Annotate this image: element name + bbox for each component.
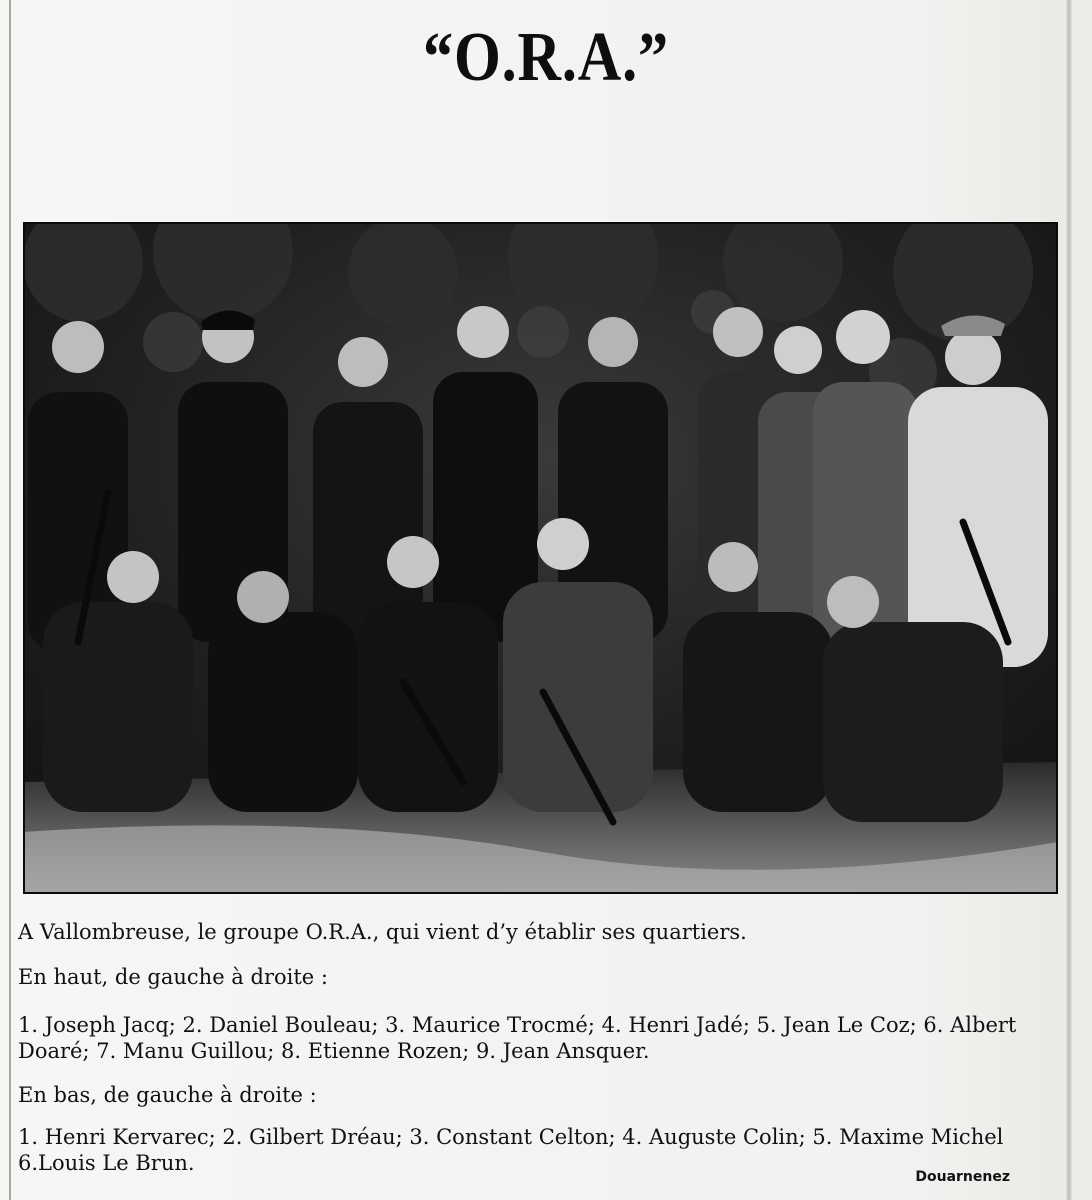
- caption-top-names: 1. Joseph Jacq; 2. Daniel Bouleau; 3. Maurice Trocmé; 4. Henri Jadé; 5. Jean Le Coz; 6. Albert Doaré; 7. Manu Guillou; 8. Etienne Rozen; 9. Jean Ansquer.: [18, 1013, 1017, 1063]
- caption-bottom-heading: En bas, de gauche à droite :: [18, 1083, 317, 1107]
- caption-top-heading: En haut, de gauche à droite :: [18, 965, 328, 989]
- group-photo: [23, 222, 1058, 894]
- photo-illustration: [23, 222, 1058, 894]
- page-title: “O.R.A.”: [422, 19, 670, 96]
- photo-credit: Douarnenez: [915, 1169, 1010, 1185]
- caption-bottom-names: 1. Henri Kervarec; 2. Gilbert Dréau; 3. Constant Celton; 4. Auguste Colin; 5. Maxime Michel 6.Louis Le Brun.: [18, 1125, 1004, 1175]
- caption-intro: A Vallombreuse, le groupe O.R.A., qui vient d’y établir ses quartiers.: [18, 920, 747, 944]
- page-edge-left: [9, 0, 11, 1200]
